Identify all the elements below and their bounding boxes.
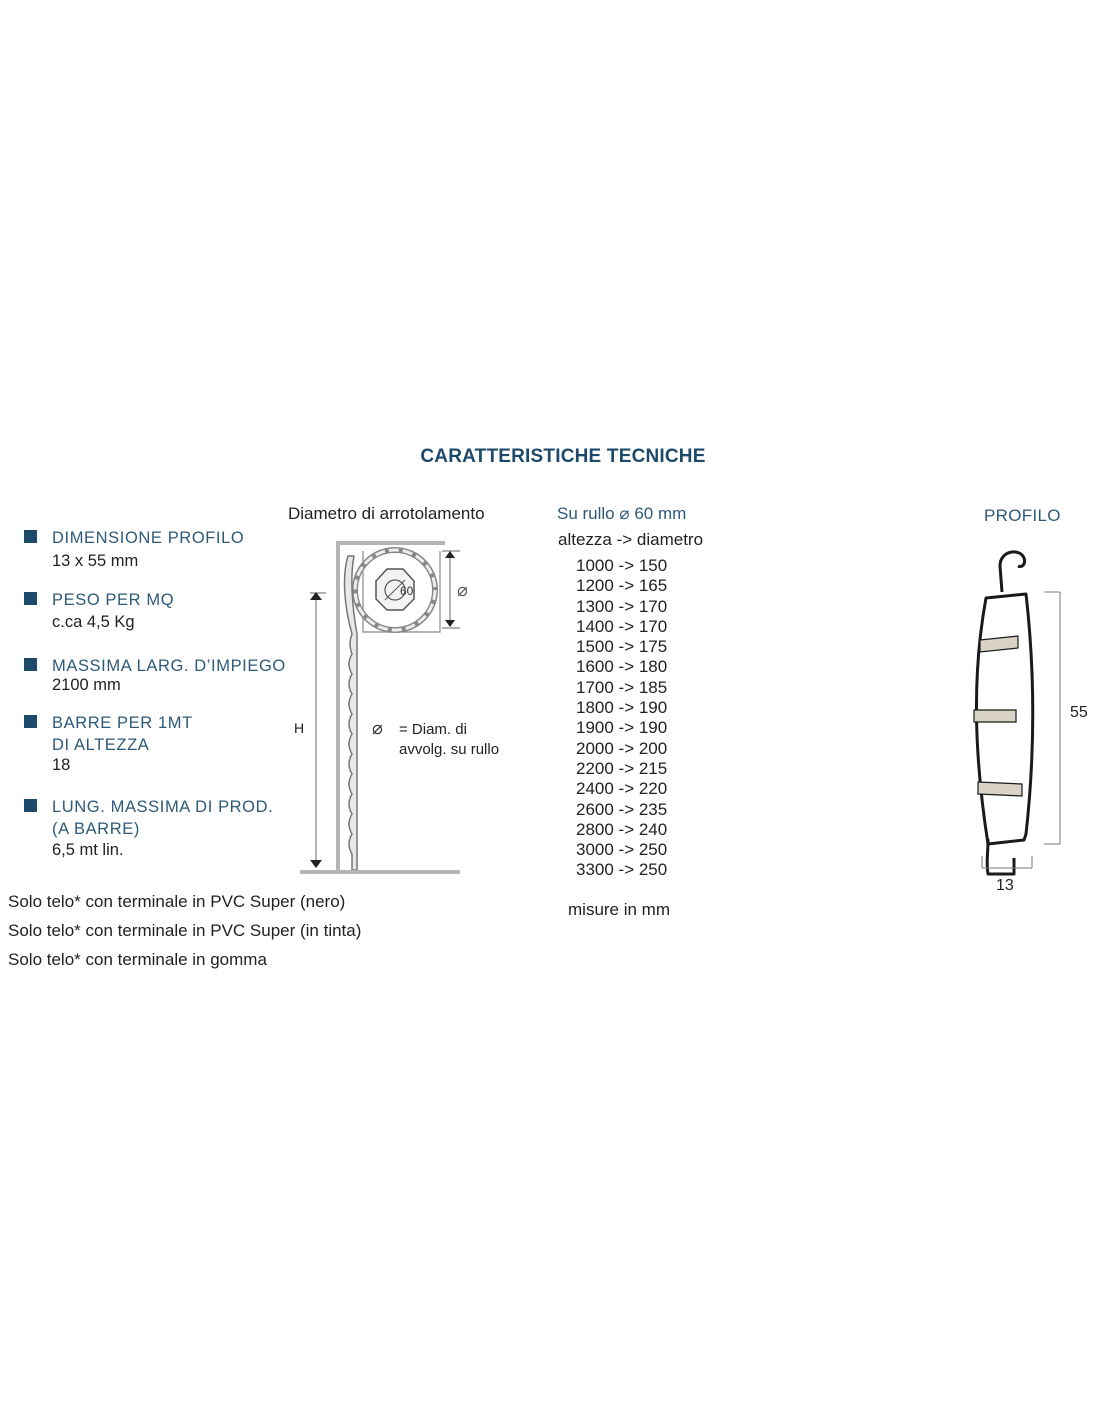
spec-label: MASSIMA LARG. D’IMPIEGO (52, 657, 286, 675)
bullet-square-icon (24, 799, 37, 812)
rullo-row: 1800 -> 190 (576, 698, 668, 718)
spec-value: 18 (52, 756, 71, 774)
legend-line: = Diam. di (399, 721, 467, 738)
profile-drawing (960, 544, 1090, 900)
bullet-square-icon (24, 715, 37, 728)
rullo-row: 2000 -> 200 (576, 738, 668, 758)
axle-label: 60 (400, 584, 414, 598)
spec-value: 6,5 mt lin. (52, 841, 124, 859)
rullo-row: 3300 -> 250 (576, 860, 668, 880)
rullo-row: 2800 -> 240 (576, 819, 668, 839)
legend-line: avvolg. su rullo (399, 741, 500, 758)
bullet-square-icon (24, 658, 37, 671)
height-label: 55 (1070, 704, 1088, 721)
rullo-row: 1000 -> 150 (576, 556, 668, 575)
spec-label: DIMENSIONE PROFILO (52, 529, 245, 547)
roll-diagram (290, 536, 530, 881)
page-title: CARATTERISTICHE TECNICHE (420, 446, 706, 467)
height-label: H (294, 720, 305, 736)
legend-diameter-icon: ⌀ (372, 718, 383, 738)
note-line: Solo telo* con terminale in gomma (8, 950, 267, 969)
bullet-square-icon (24, 592, 37, 605)
rullo-row: 1300 -> 170 (576, 596, 668, 616)
note-line: Solo telo* con terminale in PVC Super (in tinta) (8, 921, 362, 940)
rullo-row: 1400 -> 170 (576, 616, 668, 636)
rullo-row: 2600 -> 235 (576, 799, 668, 819)
rullo-row: 1600 -> 180 (576, 657, 668, 677)
spec-label-line2: DI ALTEZZA (52, 736, 150, 754)
spec-value: 2100 mm (52, 676, 121, 694)
spec-value: 13 x 55 mm (52, 552, 139, 570)
rullo-row: 2200 -> 215 (576, 758, 668, 778)
spec-value: c.ca 4,5 Kg (52, 613, 135, 631)
height-dimension (1044, 592, 1060, 844)
spec-label: LUNG. MASSIMA DI PROD. (52, 798, 274, 816)
spec-label: BARRE PER 1MT (52, 714, 193, 732)
rullo-row: 1500 -> 175 (576, 637, 668, 657)
rullo-header: altezza -> diametro (558, 530, 704, 549)
diameter-symbol: ⌀ (457, 580, 468, 600)
bullet-square-icon (24, 530, 37, 543)
spec-label: PESO PER MQ (52, 591, 175, 609)
rullo-row: 1900 -> 190 (576, 718, 668, 738)
diameter-legend (399, 720, 499, 760)
rullo-row: 1200 -> 165 (576, 576, 668, 596)
diagram-title: Diametro di arrotolamento (288, 504, 485, 523)
note-line: Solo telo* con terminale in PVC Super (nero) (8, 892, 346, 911)
units-note: misure in mm (568, 900, 671, 919)
rullo-row: 3000 -> 250 (576, 840, 668, 860)
rullo-table (576, 556, 667, 881)
spec-label-line2: (A BARRE) (52, 820, 140, 838)
width-label: 13 (996, 877, 1014, 894)
profile-title: PROFILO (984, 506, 1061, 525)
width-dimension (982, 856, 1032, 868)
rullo-row: 1700 -> 185 (576, 677, 668, 697)
rullo-row: 2400 -> 220 (576, 779, 668, 799)
rullo-title: Su rullo ⌀ 60 mm (557, 504, 687, 523)
